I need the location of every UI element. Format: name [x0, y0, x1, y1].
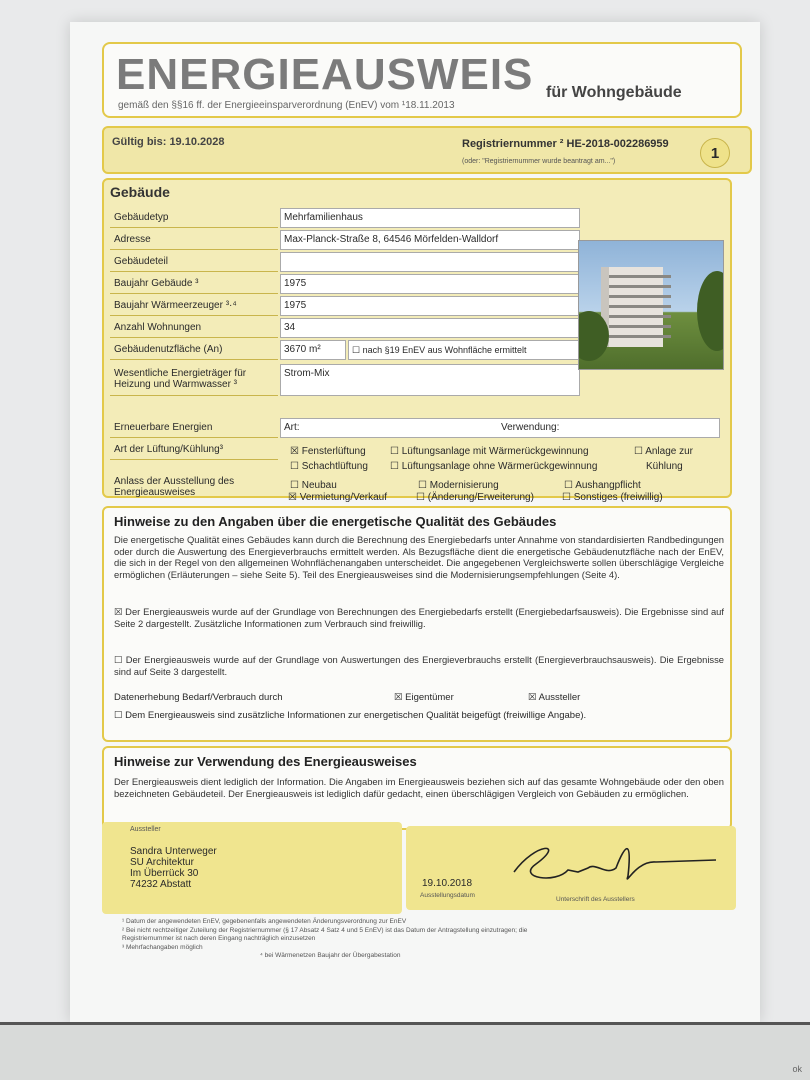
row-heater-year — [110, 296, 580, 316]
vent-cooling-label: Kühlung — [646, 461, 683, 472]
desk-edge — [0, 1022, 810, 1080]
document-subtitle: für Wohngebäude — [546, 84, 682, 101]
area-option-checkbox: ☐ nach §19 EnEV aus Wohnfläche ermittelt — [348, 340, 580, 360]
building-heading: Gebäude — [110, 184, 170, 200]
data-collection-label: Datenerhebung Bedarf/Verbrauch durch — [114, 692, 283, 703]
issue-date: 19.10.2018 — [422, 878, 473, 889]
field-label: Baujahr Gebäude ³ — [110, 274, 278, 294]
issue-date-label: Ausstellungsdatum — [420, 892, 475, 899]
quality-hints-heading: Hinweise zu den Angaben über die energetische Qualität des Gebäudes — [114, 514, 557, 529]
reason-label: Anlass der Ausstellung des Energieausweises — [114, 476, 235, 498]
building-tower — [601, 267, 663, 347]
registration-number: Registriernummer ² HE-2018-002286959 — [462, 138, 669, 150]
reason-other-checkbox: ☐ Sonstiges (freiwillig) — [562, 492, 663, 503]
usage-heading: Hinweise zur Verwendung des Energieausweises — [114, 754, 417, 769]
field-value: Max-Planck-Straße 8, 64546 Mörfelden-Walldorf — [280, 230, 580, 250]
field-label: Gebäudetyp — [110, 208, 278, 228]
reason-newbuild-checkbox: ☐ Neubau — [290, 480, 337, 491]
issuer-label: Aussteller — [130, 826, 161, 833]
usage-section — [102, 746, 732, 830]
collection-issuer-checkbox: ☒ Aussteller — [528, 692, 581, 703]
vent-recovery-checkbox: ☐ Lüftungsanlage mit Wärmerückgewinnung — [390, 446, 589, 457]
reason-modernization-checkbox: ☐ Modernisierung — [418, 480, 499, 491]
ventilation-label: Art der Lüftung/Kühlung³ — [110, 440, 278, 460]
consumption-based-option: ☐ Der Energieausweis wurde auf der Grundlage von Auswertungen des Energieverbrauchs erstellt (Energieverbrauchsausweis). Die Ergebnisse sind auf Seite 3 dargestellt. — [114, 654, 724, 677]
document-page — [70, 22, 760, 1022]
issuer-company: SU Architektur — [130, 857, 194, 868]
signature-box — [406, 826, 736, 910]
field-value: 34 — [280, 318, 580, 338]
renewable-use: Verwendung: — [501, 422, 560, 433]
issuer-street: Im Überrück 30 — [130, 868, 199, 879]
issuer-name: Sandra Unterweger — [130, 846, 217, 857]
document-title: ENERGIEAUSWEIS — [116, 50, 534, 99]
usage-text: Der Energieausweis dient lediglich der Information. Die Angaben im Energieausweis beziehen sich auf das gesamte Wohngebäude oder den oben bezeichneten Gebäudeteil. Der Energieausweis ist lediglich dafür gedacht, einen überschlägigen Vergleich von Gebäuden zu ermöglichen. — [114, 776, 724, 799]
footnote: ¹ Datum der angewendeten EnEV, gegebenenfalls angewendeten Änderungsverordnung zur EnEV — [122, 918, 407, 925]
row-building-part — [110, 252, 580, 272]
issuer-box — [102, 822, 402, 914]
valid-until: Gültig bis: 19.10.2028 — [112, 136, 225, 148]
reason-rent-sale-checkbox: ☒ Vermietung/Verkauf — [288, 492, 388, 503]
signature-image — [496, 832, 726, 894]
field-value: 1975 — [280, 296, 580, 316]
field-label: Baujahr Wärmeerzeuger ³·⁴ — [110, 296, 278, 316]
vent-window-checkbox: ☒ Fensterlüftung — [290, 446, 366, 457]
energy-carrier-label: Wesentliche Energieträger für Heizung und Warmwasser ³ — [110, 364, 278, 396]
issuer-city: 74232 Abstatt — [130, 879, 192, 890]
row-address — [110, 230, 580, 250]
renewable-field — [280, 418, 720, 438]
field-value — [280, 252, 580, 272]
vent-shaft-checkbox: ☐ Schachtlüftung — [290, 461, 368, 472]
reason-posting-checkbox: ☐ Aushangpflicht — [564, 480, 641, 491]
row-apartments — [110, 318, 580, 338]
footnote: Registriernummer ist nach deren Eingang nachträglich einzusetzen — [122, 935, 316, 942]
tree — [697, 271, 724, 351]
row-usable-area — [110, 340, 580, 360]
renewable-type: Art: — [284, 422, 300, 433]
field-value: 1975 — [280, 274, 580, 294]
collection-owner-checkbox: ☒ Eigentümer — [394, 692, 454, 703]
title-box — [102, 42, 742, 118]
extra-info-checkbox: ☐ Dem Energieausweis sind zusätzliche Informationen zur energetischen Qualität beigefügt (freiwillige Angabe). — [114, 710, 587, 721]
field-value: Mehrfamilienhaus — [280, 208, 580, 228]
footnote: ⁴ bei Wärmenetzen Baujahr der Übergabestation — [260, 952, 401, 959]
registration-note: (oder: "Registriernummer wurde beantragt am...") — [462, 158, 616, 165]
legal-basis: gemäß den §§16 ff. der Energieeinsparverordnung (EnEV) vom ¹18.11.2013 — [118, 100, 455, 111]
field-label: Adresse — [110, 230, 278, 250]
building-section — [102, 178, 732, 498]
vent-cooling-checkbox: ☐ Anlage zur — [634, 446, 693, 457]
demand-based-option: ☒ Der Energieausweis wurde auf der Grundlage von Berechnungen des Energiebedarfs erstellt (Energiebedarfsausweis). Die Ergebnisse sind auf Seite 2 dargestellt. Zusätzliche Informationen zum Verbrauch sind freiwillig. — [114, 606, 724, 629]
field-value: 3670 m² — [280, 340, 346, 360]
row-building-type — [110, 208, 580, 228]
field-label: Anzahl Wohnungen — [110, 318, 278, 338]
reason-change-checkbox: ☐ (Änderung/Erweiterung) — [416, 492, 534, 503]
page-number: 1 — [700, 138, 730, 168]
row-construction-year — [110, 274, 580, 294]
footnote: ² Bei nicht rechtzeitiger Zuteilung der Registriernummer (§ 17 Absatz 4 Satz 4 und 5 EnEV) ist das Datum der Antragstellung einzutragen; die — [122, 927, 528, 934]
validity-row — [102, 126, 752, 174]
vent-norecovery-checkbox: ☐ Lüftungsanlage ohne Wärmerückgewinnung — [390, 461, 598, 472]
field-label: Gebäudenutzfläche (An) — [110, 340, 278, 360]
footnote: ³ Mehrfachangaben möglich — [122, 944, 203, 951]
energy-carrier-value: Strom-Mix — [280, 364, 580, 396]
building-photo — [578, 240, 724, 370]
quality-hints-section — [102, 506, 732, 742]
signature-label: Unterschrift des Ausstellers — [556, 896, 635, 903]
quality-hints-intro: Die energetische Qualität eines Gebäudes kann durch die Berechnung des Energiebedarfs unter Annahme von standardisierten Randbedingungen oder durch die Auswertung des Energieverbrauchs ermittelt werden. Als Bezugsfläche dient die energetische Gebäudenutzfläche nach der EnEV, die sich in der Regel von den allgemeinen Wohnflächenangaben unterscheidet. Die angegebenen Vergleichswerte sollen überschlägige Vergleiche ermöglichen (Erläuterungen – siehe Seite 5). Teil des Energieausweises sind die Modernisierungsempfehlungen (Seite 4). — [114, 534, 724, 580]
renewable-label: Erneuerbare Energien — [110, 418, 278, 438]
corner-icon: ok — [792, 1064, 802, 1074]
field-label: Gebäudeteil — [110, 252, 278, 272]
